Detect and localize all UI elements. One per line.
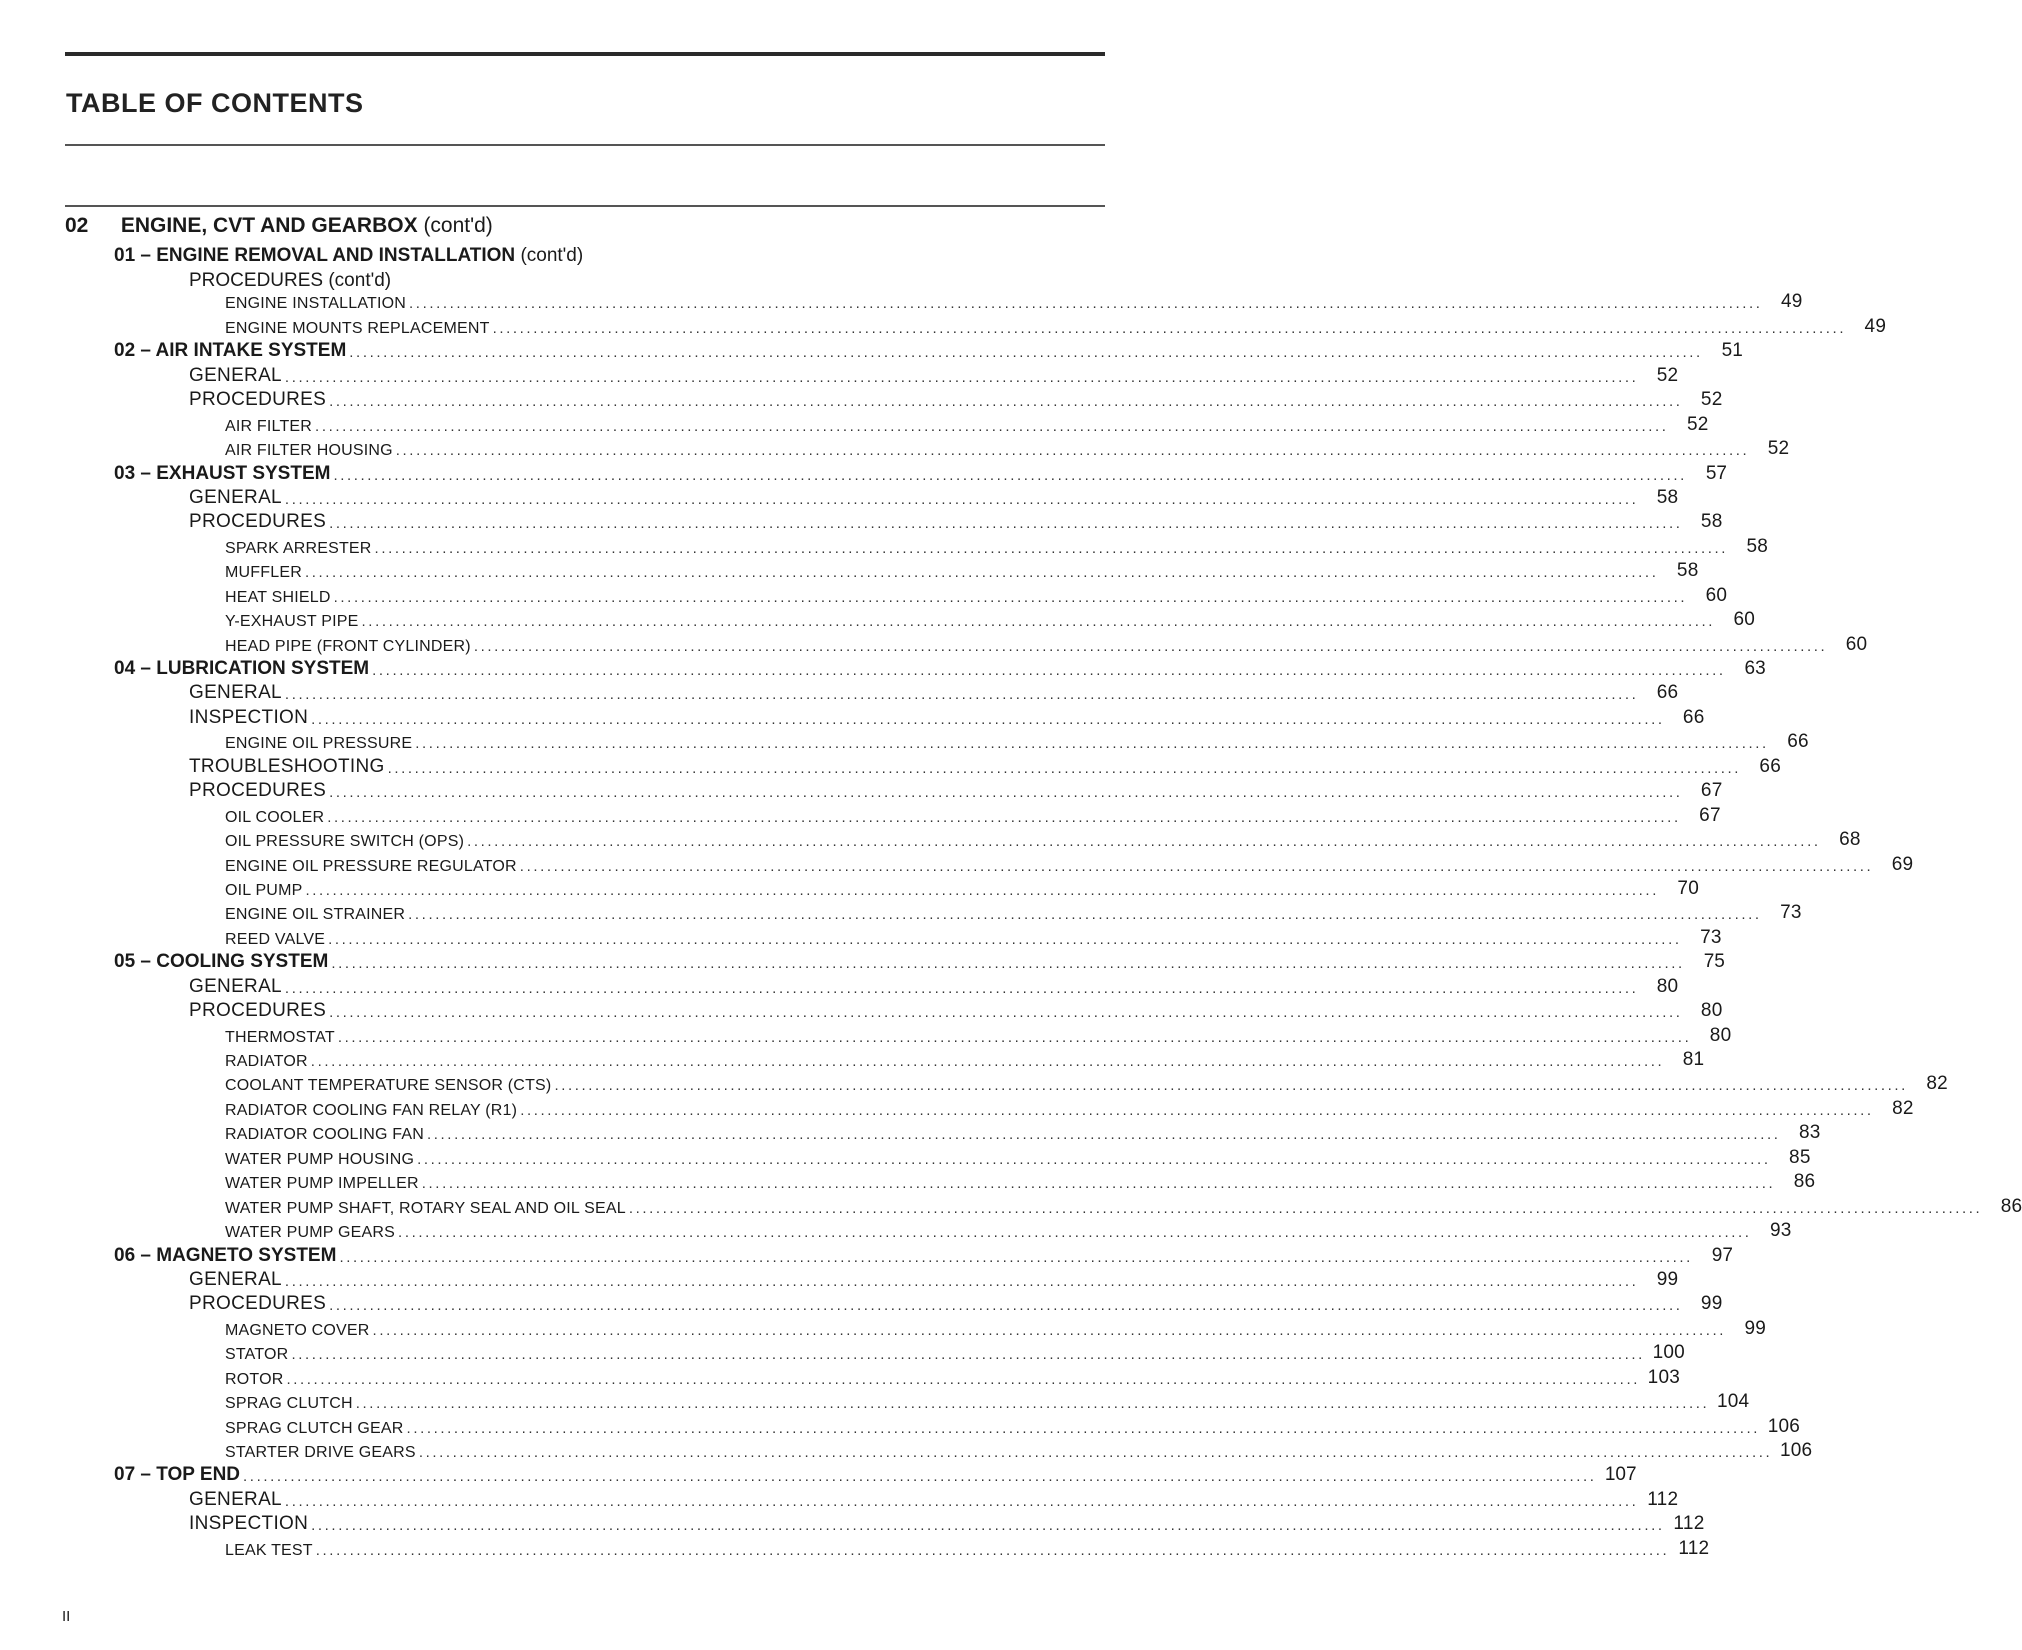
toc-entry[interactable]: [0, 1120, 1821, 1144]
section-heading: [65, 214, 493, 238]
toc-dot-leader: ........................................................................................................................................................................................................: [333, 466, 1687, 484]
toc-entry-label: SPRAG CLUTCH GEAR: [225, 1419, 404, 1437]
toc-entry-page: 82: [1892, 1097, 1914, 1119]
toc-dot-leader: ........................................................................................................................................................................................................: [519, 857, 1874, 875]
toc-entry-page: 97: [1711, 1244, 1733, 1266]
toc-dot-leader: ........................................................................................................................................................................................................: [284, 686, 1639, 704]
toc-entry[interactable]: [0, 1535, 1710, 1559]
toc-entry[interactable]: [0, 1438, 1813, 1462]
toc-entry-page: 82: [1926, 1073, 1948, 1095]
toc-entry[interactable]: [0, 313, 1887, 337]
toc-dot-leader: ........................................................................................................................................................................................................: [467, 833, 1821, 851]
toc-dot-leader: ........................................................................................................................................................................................................: [374, 539, 1729, 557]
section-continued: (cont'd): [423, 214, 493, 237]
toc-entry[interactable]: [0, 1242, 1733, 1266]
toc-entry-label: ENGINE MOUNTS REPLACEMENT: [225, 319, 490, 337]
toc-entry-label: PROCEDURES: [189, 511, 327, 533]
toc-entry-label: OIL PUMP: [225, 881, 303, 899]
toc-dot-leader: ........................................................................................................................................................................................................: [361, 613, 1716, 631]
toc-dot-leader: ........................................................................................................................................................................................................: [333, 588, 1688, 606]
subsubsection-heading: PROCEDURES (cont'd): [189, 270, 392, 291]
toc-entry[interactable]: [0, 1462, 1637, 1486]
toc-entry-label: INSPECTION: [189, 706, 309, 728]
toc-entry-page: 106: [1780, 1440, 1813, 1461]
toc-entry[interactable]: [0, 1486, 1679, 1510]
toc-entry-label: HEAT SHIELD: [225, 588, 331, 606]
toc-entry-page: 80: [1656, 975, 1679, 997]
toc-entry-page: 67: [1700, 780, 1723, 802]
toc-entry[interactable]: [0, 1193, 2022, 1217]
toc-entry-page: 60: [1733, 609, 1756, 631]
toc-entry-page: 52: [1700, 389, 1723, 411]
toc-entry-label: ENGINE OIL STRAINER: [225, 906, 406, 924]
toc-entry-label: PROCEDURES: [189, 1293, 327, 1315]
toc-entry-label: RADIATOR: [225, 1053, 308, 1070]
toc-entry-label: SPARK ARRESTER: [225, 539, 372, 557]
toc-entry-label: SPRAG CLUTCH: [225, 1395, 353, 1413]
toc-dot-leader: ........................................................................................................................................................................................................: [409, 295, 1763, 313]
toc-entry-page: 63: [1744, 658, 1766, 679]
toc-entry-label: 03 – EXHAUST SYSTEM: [114, 462, 331, 484]
toc-entry[interactable]: [0, 533, 1769, 557]
toc-entry[interactable]: [0, 362, 1679, 386]
toc-dot-leader: ........................................................................................................................................................................................................: [310, 1053, 1665, 1070]
toc-dot-leader: ........................................................................................................................................................................................................: [329, 1004, 1683, 1022]
toc-entry-label: 07 – TOP END: [114, 1464, 241, 1486]
toc-entry-label: GENERAL: [189, 1488, 282, 1510]
toc-dot-leader: ........................................................................................................................................................................................................: [520, 1101, 1874, 1119]
toc-entry[interactable]: [0, 509, 1723, 533]
toc-entry-page: 93: [1770, 1220, 1792, 1242]
toc-entry[interactable]: [0, 1413, 1801, 1437]
section-number: 02: [65, 214, 89, 237]
toc-entry-page: 81: [1682, 1049, 1705, 1070]
section-rule: [65, 205, 1105, 207]
toc-entry-page: 112: [1647, 1488, 1679, 1510]
toc-entry-label: COOLANT TEMPERATURE SENSOR (CTS): [225, 1077, 552, 1095]
toc-entry-page: 107: [1604, 1464, 1637, 1486]
toc-entry-label: 02 – AIR INTAKE SYSTEM: [114, 340, 347, 362]
toc-entry[interactable]: [0, 729, 1809, 753]
toc-entry-page: 52: [1687, 413, 1709, 435]
toc-entry-label: LEAK TEST: [225, 1541, 313, 1559]
toc-entry-label: STARTER DRIVE GEARS: [225, 1444, 416, 1461]
toc-dot-leader: ........................................................................................................................................................................................................: [398, 1224, 1752, 1242]
toc-dot-leader: ........................................................................................................................................................................................................: [628, 1199, 1983, 1217]
toc-dot-leader: ........................................................................................................................................................................................................: [284, 979, 1639, 997]
toc-entry-label: OIL COOLER: [225, 808, 325, 826]
toc-entry-page: 99: [1744, 1317, 1767, 1339]
toc-entry-page: 51: [1721, 340, 1743, 362]
subsection-title: 01 – ENGINE REMOVAL AND INSTALLATION: [114, 245, 516, 266]
toc-dot-leader: ........................................................................................................................................................................................................: [305, 881, 1659, 899]
toc-entry-label: HEAD PIPE (FRONT CYLINDER): [225, 637, 471, 655]
toc-entry-page: 73: [1700, 926, 1722, 948]
toc-entry-page: 66: [1656, 682, 1679, 704]
toc-dot-leader: ........................................................................................................................................................................................................: [284, 490, 1639, 508]
toc-entry-label: GENERAL: [189, 975, 282, 997]
toc-dot-leader: ........................................................................................................................................................................................................: [339, 1248, 1693, 1266]
toc-entry[interactable]: [0, 1364, 1680, 1388]
toc-entry[interactable]: [0, 656, 1766, 680]
toc-dot-leader: ........................................................................................................................................................................................................: [286, 1370, 1640, 1388]
toc-entry-page: 99: [1700, 1293, 1723, 1315]
toc-entry[interactable]: [0, 1340, 1685, 1364]
page-number: II: [62, 1608, 71, 1625]
toc-entry-page: 112: [1673, 1513, 1705, 1535]
toc-entry[interactable]: [0, 1291, 1723, 1315]
toc-entry-page: 99: [1656, 1268, 1679, 1290]
toc-entry-page: 68: [1839, 829, 1861, 851]
toc-entry[interactable]: [0, 704, 1705, 728]
top-rule: [65, 52, 1105, 56]
toc-entry-label: MAGNETO COVER: [225, 1321, 370, 1339]
toc-entry-page: 86: [1793, 1171, 1816, 1193]
toc-dot-leader: ........................................................................................................................................................................................................: [415, 735, 1769, 753]
toc-dot-leader: ........................................................................................................................................................................................................: [395, 442, 1750, 460]
toc-entry[interactable]: [0, 1218, 1792, 1242]
toc-entry[interactable]: [0, 973, 1679, 997]
toc-entry-page: 106: [1767, 1415, 1801, 1437]
toc-dot-leader: ........................................................................................................................................................................................................: [418, 1444, 1773, 1461]
toc-entry[interactable]: [0, 631, 1868, 655]
toc-dot-leader: ........................................................................................................................................................................................................: [492, 319, 1847, 337]
toc-entry-page: 58: [1746, 535, 1769, 557]
toc-dot-leader: ........................................................................................................................................................................................................: [284, 368, 1639, 386]
toc-entry[interactable]: [0, 753, 1782, 777]
toc-entry-page: 66: [1759, 755, 1782, 777]
toc-dot-leader: ........................................................................................................................................................................................................: [311, 710, 1665, 728]
toc-entry-label: REED VALVE: [225, 930, 326, 948]
toc-entry-label: AIR FILTER: [225, 417, 313, 435]
toc-entry[interactable]: [0, 485, 1679, 509]
toc-entry-label: TROUBLESHOOTING: [189, 755, 385, 777]
toc-entry-page: 73: [1780, 902, 1802, 924]
toc-dot-leader: ........................................................................................................................................................................................................: [315, 1541, 1670, 1559]
toc-dot-leader: ........................................................................................................................................................................................................: [284, 1272, 1639, 1290]
toc-entry-label: 04 – LUBRICATION SYSTEM: [114, 658, 370, 679]
toc-entry[interactable]: [0, 289, 1803, 313]
toc-entry[interactable]: [0, 1315, 1767, 1339]
toc-dot-leader: ........................................................................................................................................................................................................: [355, 1395, 1710, 1413]
toc-entry[interactable]: [0, 1169, 1816, 1193]
toc-entry-page: 58: [1676, 560, 1699, 582]
toc-entry-label: PROCEDURES: [189, 1000, 327, 1022]
toc-entry-label: WATER PUMP SHAFT, ROTARY SEAL AND OIL SEAL: [225, 1199, 626, 1217]
toc-dot-leader: ........................................................................................................................................................................................................: [387, 759, 1742, 777]
toc-entry-page: 70: [1677, 877, 1699, 899]
toc-entry-page: 104: [1716, 1391, 1750, 1413]
toc-dot-leader: ........................................................................................................................................................................................................: [329, 1297, 1683, 1315]
toc-entry-page: 58: [1656, 486, 1679, 508]
toc-entry-label: WATER PUMP HOUSING: [225, 1150, 415, 1168]
toc-entry-page: 58: [1700, 511, 1723, 533]
toc-entry-page: 52: [1767, 438, 1790, 460]
toc-entry-label: WATER PUMP GEARS: [225, 1224, 396, 1242]
toc-dot-leader: ........................................................................................................................................................................................................: [372, 662, 1726, 679]
toc-dot-leader: ........................................................................................................................................................................................................: [349, 344, 1703, 362]
toc-dot-leader: ........................................................................................................................................................................................................: [417, 1150, 1771, 1168]
toc-entry-page: 57: [1705, 462, 1727, 484]
toc-entry-label: INSPECTION: [189, 1513, 309, 1535]
toc-entry-label: 05 – COOLING SYSTEM: [114, 951, 329, 973]
toc-entry-page: 75: [1703, 951, 1725, 973]
subsection-heading: [114, 245, 583, 267]
toc-entry-page: 83: [1798, 1122, 1821, 1144]
toc-entry-page: 103: [1647, 1366, 1680, 1388]
toc-entry[interactable]: [0, 411, 1709, 435]
toc-entry-label: PROCEDURES: [189, 389, 327, 411]
toc-entry-page: 49: [1864, 315, 1887, 337]
toc-entry-label: PROCEDURES: [189, 780, 327, 802]
page-title: TABLE OF CONTENTS: [66, 88, 364, 118]
toc-dot-leader: ........................................................................................................................................................................................................: [329, 393, 1683, 411]
toc-entry-page: 66: [1787, 731, 1809, 753]
toc-entry-label: Y-EXHAUST PIPE: [225, 613, 359, 631]
toc-entry-label: RADIATOR COOLING FAN: [225, 1126, 424, 1144]
toc-entry-page: 112: [1678, 1537, 1710, 1559]
toc-entry[interactable]: [0, 558, 1699, 582]
toc-entry[interactable]: [0, 876, 1699, 900]
toc-entry[interactable]: [0, 827, 1861, 851]
toc-entry-page: 67: [1699, 804, 1721, 826]
toc-entry[interactable]: [0, 607, 1756, 631]
toc-entry[interactable]: [0, 460, 1727, 484]
toc-dot-leader: ........................................................................................................................................................................................................: [331, 955, 1685, 973]
toc-dot-leader: ........................................................................................................................................................................................................: [406, 1419, 1761, 1437]
toc-dot-leader: ........................................................................................................................................................................................................: [337, 1028, 1692, 1046]
toc-entry-label: WATER PUMP IMPELLER: [225, 1175, 419, 1193]
toc-entry-page: 66: [1682, 706, 1705, 728]
toc-entry-label: 06 – MAGNETO SYSTEM: [114, 1244, 337, 1266]
toc-dot-leader: ........................................................................................................................................................................................................: [554, 1077, 1908, 1095]
toc-entry-page: 60: [1705, 584, 1728, 606]
toc-list: [0, 289, 2022, 1560]
toc-entry-label: GENERAL: [189, 364, 282, 386]
toc-dot-leader: ........................................................................................................................................................................................................: [408, 906, 1762, 924]
toc-entry-label: ENGINE INSTALLATION: [225, 295, 407, 313]
toc-entry-page: 100: [1652, 1342, 1685, 1364]
toc-entry[interactable]: [0, 949, 1725, 973]
toc-entry-page: 49: [1780, 291, 1803, 313]
toc-entry-page: 86: [2000, 1195, 2022, 1217]
toc-entry[interactable]: [0, 582, 1728, 606]
toc-entry[interactable]: [0, 387, 1723, 411]
toc-entry-label: ENGINE OIL PRESSURE: [225, 735, 413, 753]
title-bottom-rule: [65, 144, 1105, 146]
toc-entry[interactable]: [0, 1047, 1705, 1071]
toc-dot-leader: ........................................................................................................................................................................................................: [372, 1321, 1727, 1339]
toc-entry[interactable]: [0, 924, 1722, 948]
toc-entry[interactable]: [0, 900, 1802, 924]
toc-entry[interactable]: [0, 436, 1790, 460]
toc-dot-leader: ........................................................................................................................................................................................................: [284, 1492, 1639, 1510]
toc-entry-label: MUFFLER: [225, 564, 302, 582]
toc-entry[interactable]: [0, 851, 1914, 875]
toc-entry-page: 60: [1845, 633, 1868, 655]
toc-dot-leader: ........................................................................................................................................................................................................: [421, 1175, 1776, 1193]
toc-entry[interactable]: [0, 1389, 1750, 1413]
toc-entry[interactable]: [0, 1071, 1948, 1095]
toc-dot-leader: ........................................................................................................................................................................................................: [291, 1346, 1645, 1364]
toc-entry-label: OIL PRESSURE SWITCH (OPS): [225, 833, 465, 851]
toc-entry[interactable]: [0, 680, 1679, 704]
toc-entry-label: THERMOSTAT: [225, 1028, 335, 1046]
toc-entry[interactable]: [0, 778, 1723, 802]
toc-dot-leader: ........................................................................................................................................................................................................: [328, 930, 1682, 948]
toc-entry-label: ROTOR: [225, 1370, 284, 1388]
toc-entry[interactable]: [0, 1267, 1679, 1291]
section-title: ENGINE, CVT AND GEARBOX: [120, 214, 418, 237]
toc-dot-leader: ........................................................................................................................................................................................................: [243, 1468, 1597, 1486]
subsection-continued: (cont'd): [520, 245, 584, 266]
toc-entry-page: 69: [1891, 853, 1914, 875]
toc-entry[interactable]: [0, 338, 1743, 362]
toc-entry-page: 52: [1656, 364, 1679, 386]
toc-entry[interactable]: [0, 1511, 1705, 1535]
toc-dot-leader: ........................................................................................................................................................................................................: [315, 417, 1669, 435]
toc-dot-leader: ........................................................................................................................................................................................................: [473, 637, 1828, 655]
toc-entry-label: STATOR: [225, 1346, 289, 1364]
toc-entry-label: GENERAL: [189, 1268, 282, 1290]
toc-dot-leader: ........................................................................................................................................................................................................: [327, 808, 1681, 826]
toc-entry-label: GENERAL: [189, 486, 282, 508]
toc-entry-page: 85: [1789, 1146, 1811, 1168]
toc-entry-label: GENERAL: [189, 682, 282, 704]
toc-entry-label: RADIATOR COOLING FAN RELAY (R1): [225, 1101, 518, 1119]
toc-dot-leader: ........................................................................................................................................................................................................: [311, 1517, 1665, 1535]
toc-entry[interactable]: [0, 1022, 1732, 1046]
toc-entry[interactable]: [0, 998, 1723, 1022]
toc-entry-label: AIR FILTER HOUSING: [225, 442, 393, 460]
toc-entry[interactable]: [0, 802, 1721, 826]
toc-entry[interactable]: [0, 1144, 1811, 1168]
toc-entry-page: 80: [1709, 1024, 1732, 1046]
toc-entry-label: ENGINE OIL PRESSURE REGULATOR: [225, 857, 517, 875]
toc-dot-leader: ........................................................................................................................................................................................................: [329, 515, 1683, 533]
toc-entry[interactable]: [0, 1095, 1914, 1119]
toc-entry-page: 80: [1700, 1000, 1723, 1022]
toc-dot-leader: ........................................................................................................................................................................................................: [427, 1126, 1781, 1144]
toc-dot-leader: ........................................................................................................................................................................................................: [304, 564, 1659, 582]
toc-dot-leader: ........................................................................................................................................................................................................: [329, 784, 1683, 802]
